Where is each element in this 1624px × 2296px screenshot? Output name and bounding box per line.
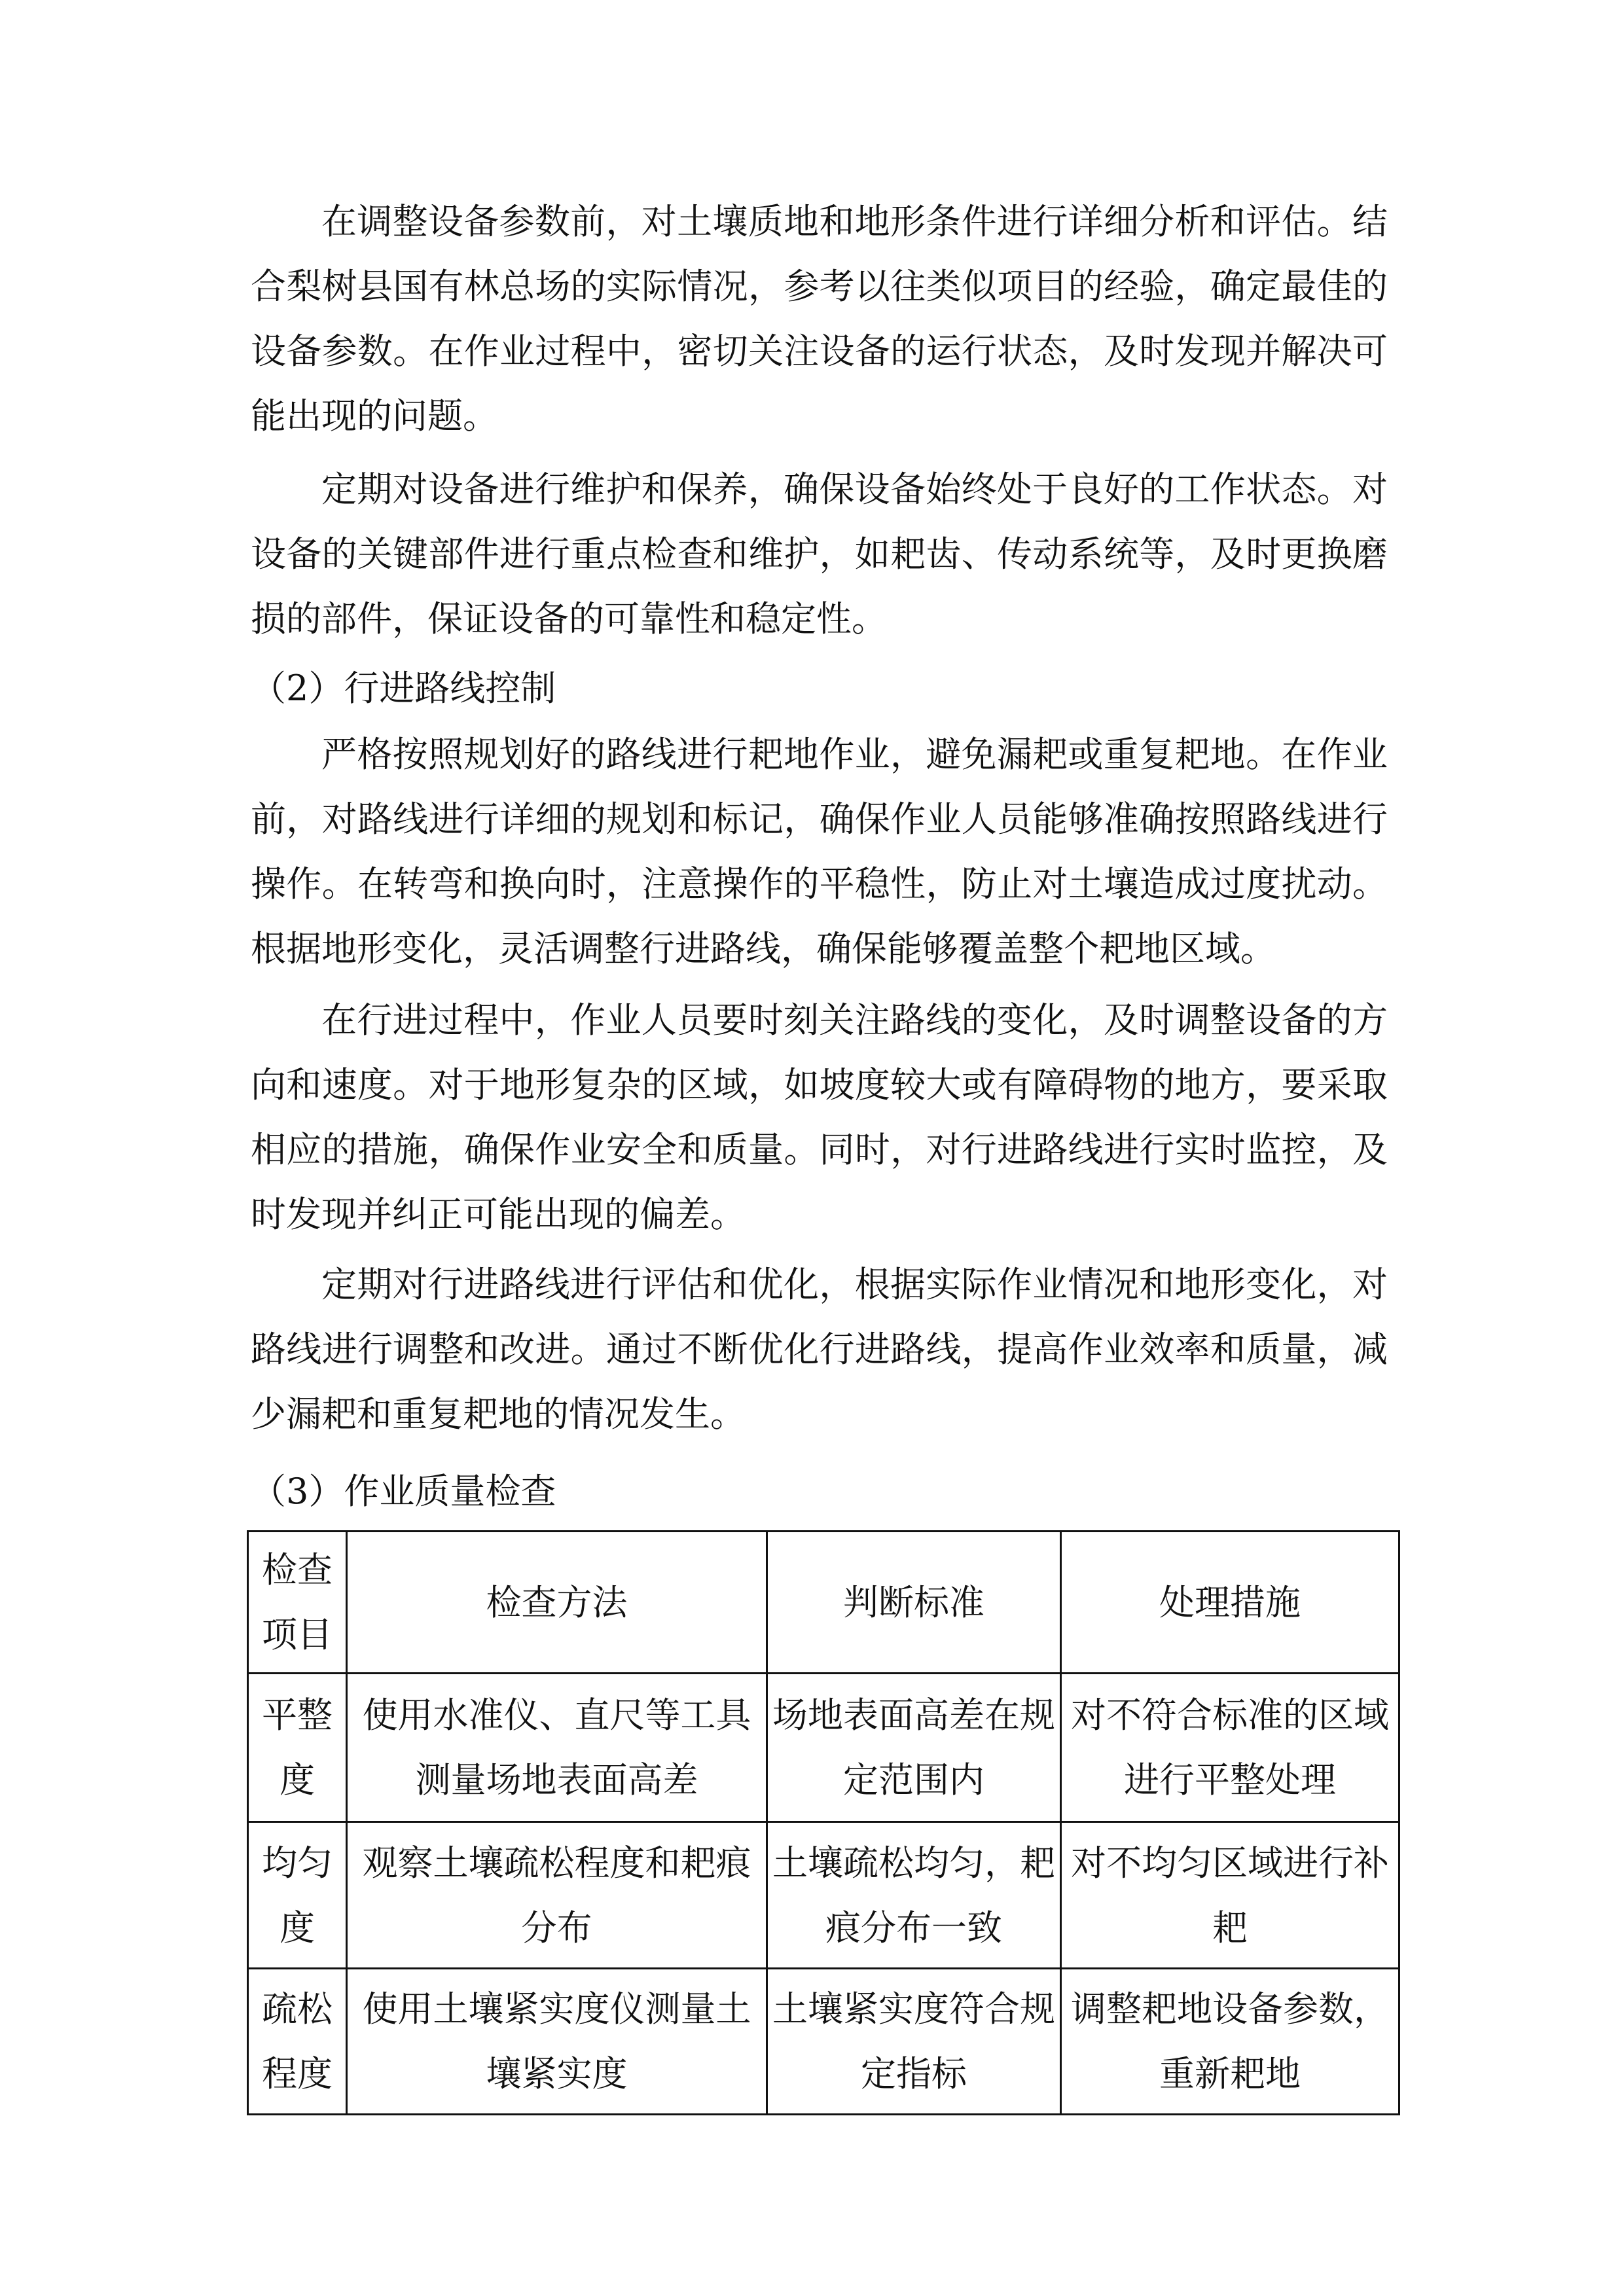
table-cell: 观察土壤疏松程度和耙痕分布: [347, 1822, 767, 1969]
table-cell: 使用水准仪、直尺等工具测量场地表面高差: [347, 1674, 767, 1822]
table-cell: 对不符合标准的区域进行平整处理: [1061, 1674, 1399, 1822]
table-row: [248, 1822, 1399, 1969]
header-cell: 检查方法: [347, 1532, 767, 1674]
paragraph-route-plan: 严格按照规划好的路线进行耙地作业，避免漏耙或重复耙地。在作业前，对路线进行详细的规划和标记，确保作业人员能够准确按照路线进行操作。在转弯和换向时，注意操作的平稳性，防止对土壤造成过度扰动。根据地形变化，灵活调整行进路线，确保能够覆盖整个耙地区域。: [251, 734, 1388, 969]
table-cell: 对不均匀区域进行补耙: [1061, 1822, 1399, 1969]
heading-quality-check: （3）作业质量检查: [251, 1471, 556, 1512]
table-cell: 均匀度: [248, 1822, 347, 1969]
paragraph-parameter-adjustment: 在调整设备参数前，对土壤质地和地形条件进行详细分析和评估。结合梨树县国有林总场的实际情况，参考以往类似项目的经验，确定最佳的设备参数。在作业过程中，密切关注设备的运行状态，及时发现并解决可能出现的问题。: [251, 201, 1388, 437]
paragraph-maintenance: 定期对设备进行维护和保养，确保设备始终处于良好的工作状态。对设备的关键部件进行重点检查和维护，如耙齿、传动系统等，及时更换磨损的部件，保证设备的可靠性和稳定性。: [251, 469, 1388, 639]
heading-route-control: （2）行进路线控制: [251, 668, 556, 709]
table-row: [248, 1969, 1399, 2115]
table-cell: 土壤紧实度符合规定指标: [767, 1969, 1061, 2115]
header-cell: 检查项目: [248, 1532, 347, 1674]
quality-check-table: [247, 1530, 1400, 2115]
table-cell: 疏松程度: [248, 1969, 347, 2115]
paragraph-route-optimization: 定期对行进路线进行评估和优化，根据实际作业情况和地形变化，对路线进行调整和改进。通过不断优化行进路线，提高作业效率和质量，减少漏耙和重复耙地的情况发生。: [251, 1264, 1388, 1435]
table-cell: 平整度: [248, 1674, 347, 1822]
header-cell: 判断标准: [767, 1532, 1061, 1674]
table-cell: 场地表面高差在规定范围内: [767, 1674, 1061, 1822]
table-row: [248, 1674, 1399, 1822]
paragraph-route-monitoring: 在行进过程中，作业人员要时刻关注路线的变化，及时调整设备的方向和速度。对于地形复杂的区域，如坡度较大或有障碍物的地方，要采取相应的措施，确保作业安全和质量。同时，对行进路线进行实时监控，及时发现并纠正可能出现的偏差。: [251, 999, 1388, 1235]
table-cell: 调整耙地设备参数，重新耙地: [1061, 1969, 1399, 2115]
header-cell: 处理措施: [1061, 1532, 1399, 1674]
table-cell: 土壤疏松均匀，耙痕分布一致: [767, 1822, 1061, 1969]
table-header-row: [248, 1532, 1399, 1674]
table-cell: 使用土壤紧实度仪测量土壤紧实度: [347, 1969, 767, 2115]
